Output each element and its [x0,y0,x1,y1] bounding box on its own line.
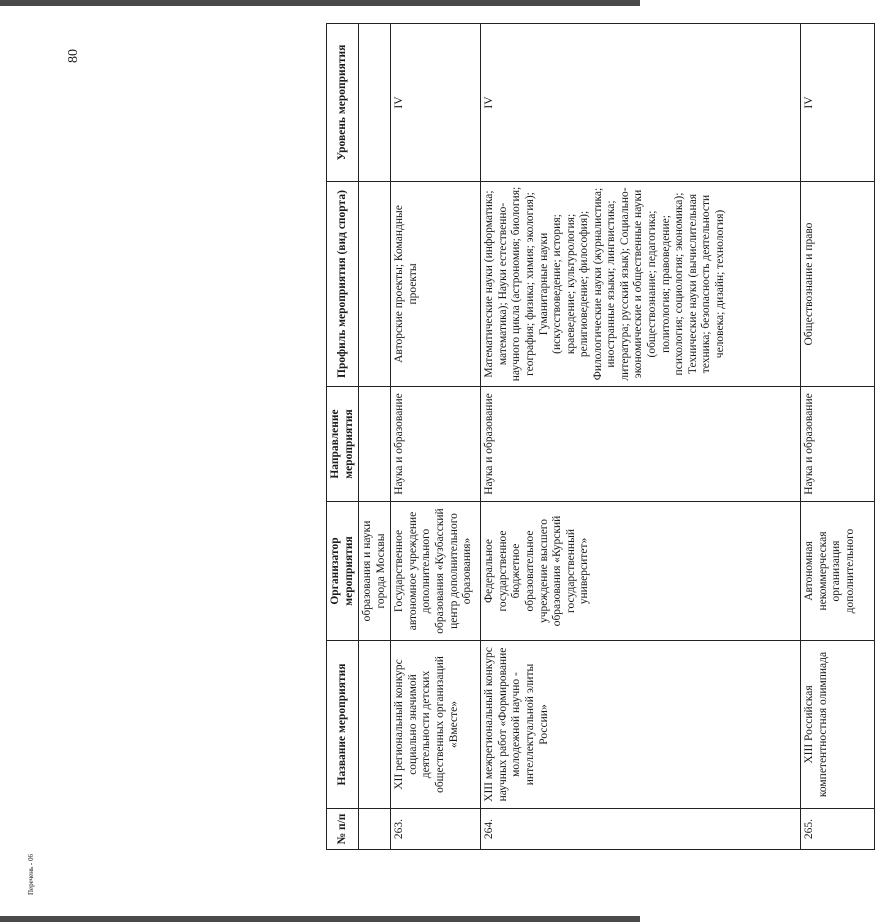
cell-num: 263. [391,809,481,850]
cell-num: 264. [481,809,801,850]
cell-cont-organizer: образования и науки города Москвы [359,502,391,641]
continuation-row [359,24,391,850]
cell-direction: Наука и образование [481,387,801,502]
header-direction: Направление мероприятия [327,387,359,502]
cell-cont-num [359,809,391,850]
header-organizer: Организатор мероприятия [327,502,359,641]
cell-organizer: Автономная некоммерческая организация дополнительного [801,502,875,641]
cell-organizer: Государственное автономное учреждение дополнительного образования «Кузбасский центр дополнительного образования» [391,502,481,641]
table-row [391,24,481,850]
cell-name: XIII Российская компетентностная олимпиада [801,641,875,809]
events-table [326,23,875,850]
cell-cont-level [359,24,391,182]
cell-profile: Авторские проекты; Командные проекты [391,182,481,387]
cell-direction: Наука и образование [391,387,481,502]
cell-level: IV [391,24,481,182]
page-number: 80 [66,49,81,63]
footer-code: Перечень - 06 [27,854,35,895]
cell-organizer: Федеральное государственное бюджетное образовательное учреждение высшего образования «Курский государственный университет» [481,502,801,641]
cell-name: XIII межрегиональный конкурс научных работ «Формирование молодежной научно - интеллектуальной элиты России» [481,641,801,809]
cell-name: XII региональный конкурс социально значимой деятельности детских общественных организаций «Вместе» [391,641,481,809]
cell-profile: Математические науки (информатика; математика); Науки естественно-научного цикла (астрономия; биология; география; физика; химия; экология); Гуманитарные науки (искусствоведение; история; краеведение; культурология; религиоведение; философия); Филологические науки (журналистика; иностранные языки; лингвистика; литература; русский язык); Социально-экономические и общественные науки (обществознание; педагогика; политология; правоведение; психология; социология; экономика); Технические науки (вычислительная техника; безопасность деятельности человека; дизайн; технология) [481,182,801,387]
cell-profile: Обществознание и право [801,182,875,387]
scan-edge-bottom [0,916,640,922]
rotated-table-container [326,24,864,850]
cell-num: 265. [801,809,875,850]
cell-level: IV [801,24,875,182]
header-row [327,24,359,850]
header-level: Уровень мероприятия [327,24,359,182]
header-name: Название мероприятия [327,641,359,809]
table-row [801,24,875,850]
scan-edge-top [0,0,640,6]
cell-cont-name [359,641,391,809]
table-row [481,24,801,850]
cell-cont-profile [359,182,391,387]
cell-level: IV [481,24,801,182]
cell-cont-direction [359,387,391,502]
header-num: № п/п [327,809,359,850]
header-profile: Профиль мероприятия (вид спорта) [327,182,359,387]
cell-direction: Наука и образование [801,387,875,502]
